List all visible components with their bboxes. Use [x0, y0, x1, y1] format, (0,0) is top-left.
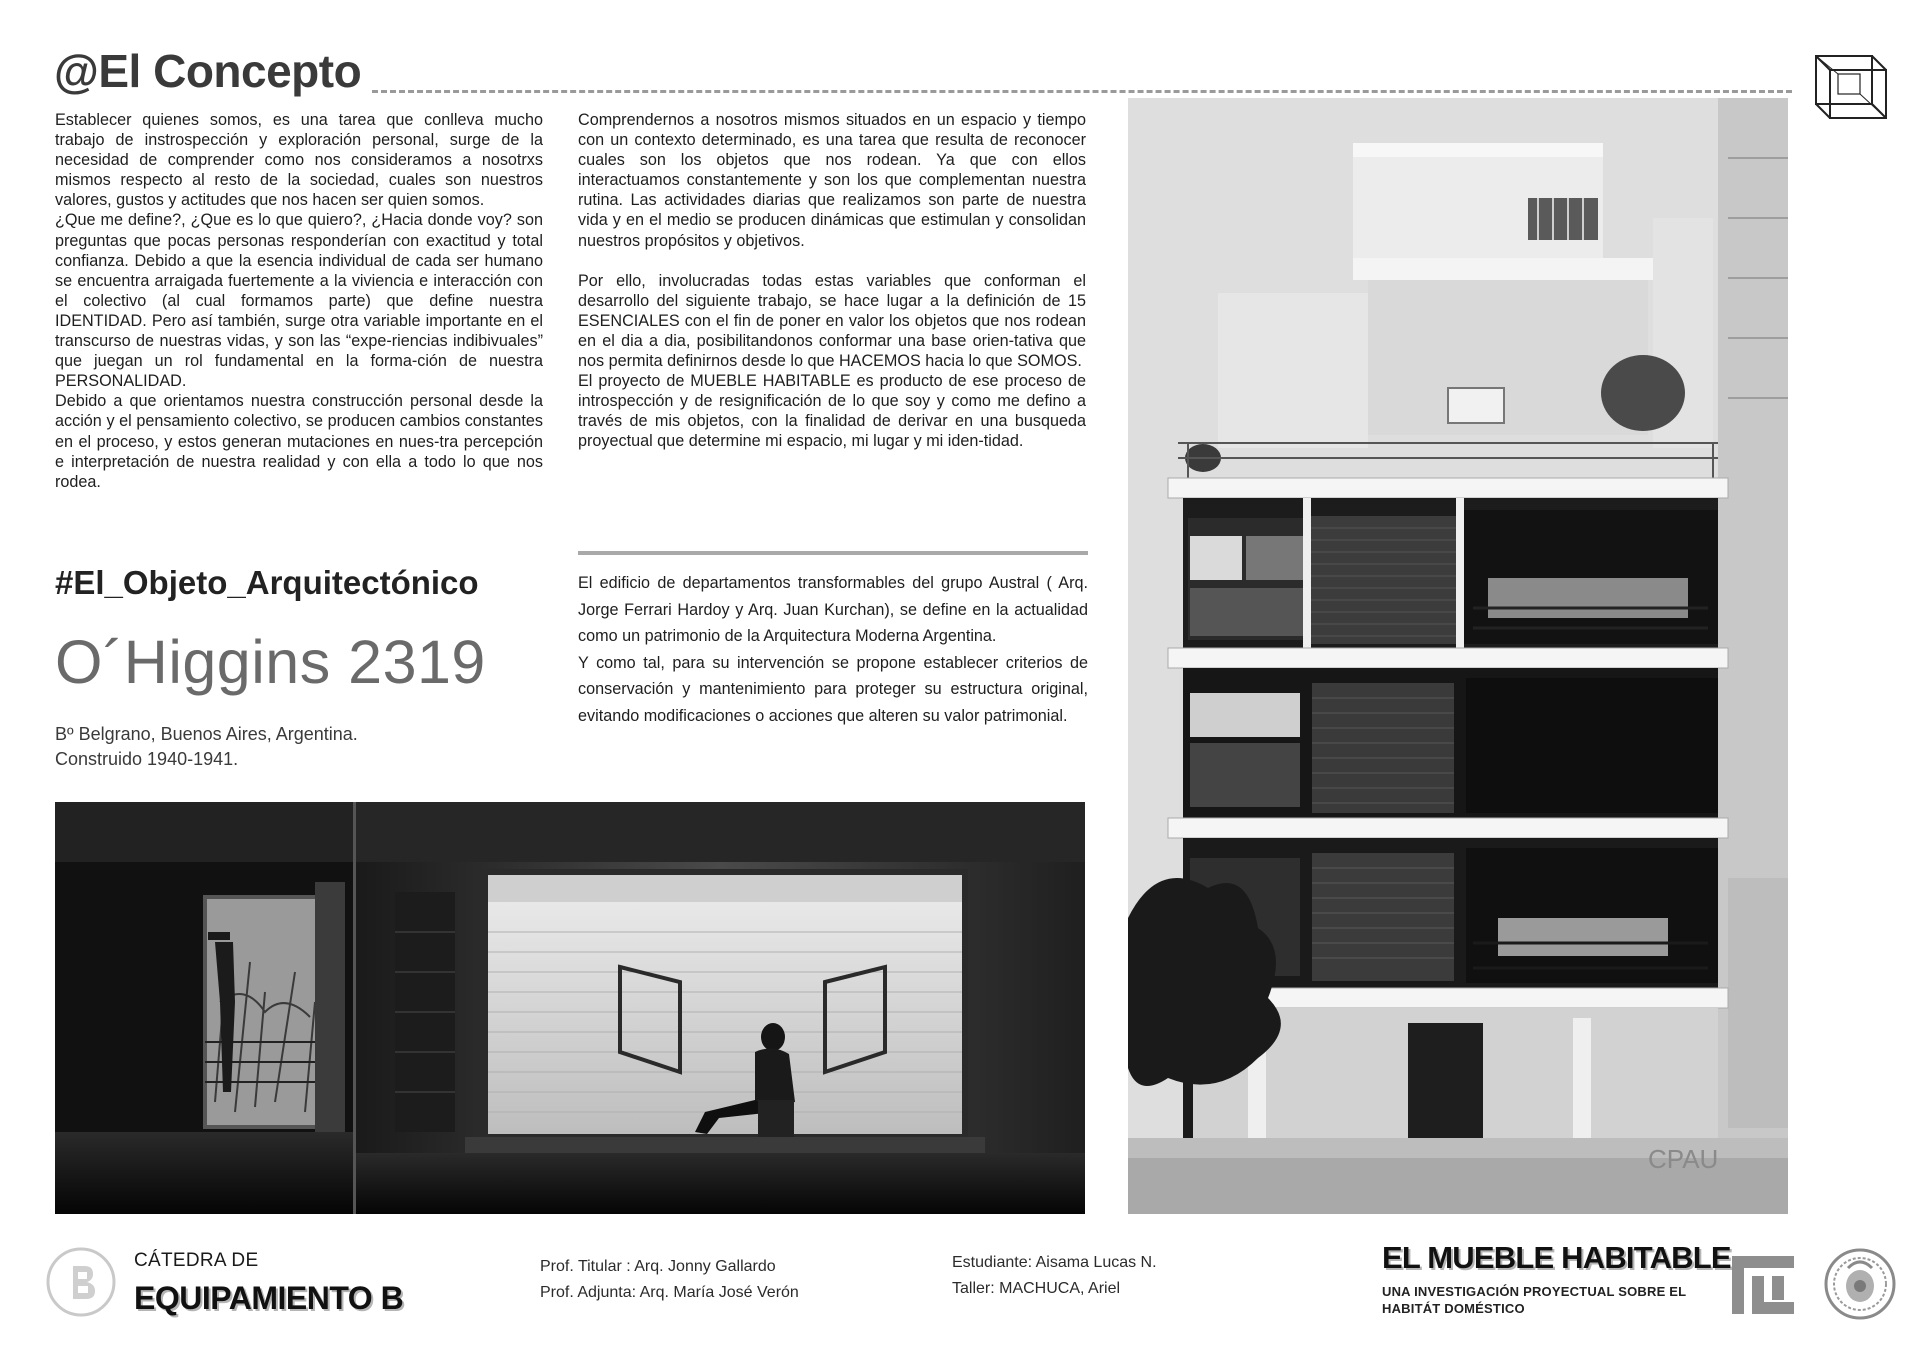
student-block	[952, 1250, 1157, 1302]
description-paragraph: El edificio de departamentos transformables del grupo Austral ( Arq. Jorge Ferrari Hardoy y Arq. Juan Kurchan), se define en la actualidad como un patrimonio de la Arquitectura Moderna Argentina.	[578, 574, 1088, 645]
catedra-name: EQUIPAMIENTO B	[134, 1280, 404, 1316]
project-title: EL MUEBLE HABITABLE	[1382, 1240, 1731, 1275]
facade-watermark: CPAU	[1648, 1144, 1719, 1174]
location-line: Bº Belgrano, Buenos Aires, Argentina.	[55, 724, 358, 744]
concept-paragraph: El proyecto de MUEBLE HABITABLE es producto de ese proceso de introspección y de resignificación de lo que soy y como me defino a través de mis objetos, con la finalidad de derivar en una busqueda proyectual que determine mi espacio, mi lugar y mi iden-tidad.	[578, 372, 1086, 451]
project-subtitle-line: HABITÁT DOMÉSTICO	[1382, 1301, 1525, 1316]
interior-photo	[55, 802, 1085, 1214]
section-divider	[578, 551, 1088, 555]
catedra-label: CÁTEDRA DE	[134, 1250, 259, 1271]
taller-name: Taller: MACHUCA, Ariel	[952, 1280, 1121, 1297]
professors-block	[540, 1254, 799, 1306]
concept-paragraph: Debido a que orientamos nuestra construcción personal desde la acción y el pensamiento colectivo, se producen cambios constantes en el proceso, y estos generan mutaciones en nues-tra percepción e interpretación de nuestra realidad y con ella a todo lo que nos rodea.	[55, 392, 543, 491]
concept-paragraph: ¿Que me define?, ¿Que es lo que quiero?, ¿Hacia donde voy? son preguntas que pocas personas responderían con exactitud y total confianza. Debido a que la esencia individual de cada ser humano se encuentra arraigada fuertemente a la viviencia e interacción con el colectivo (al cual formamos parte) que define nuestra IDENTIDAD. Pero así también, surge otra variable importante en el transcurso de nuestras vidas, y son las “expe-riencias indibivuales” que juegan un rol fundamental en la forma-ción de nuestra PERSONALIDAD.	[55, 211, 543, 391]
fadu-logo-icon	[1726, 1248, 1800, 1322]
building-location	[55, 722, 358, 772]
prof-titular: Prof. Titular : Arq. Jonny Gallardo	[540, 1258, 776, 1275]
location-line: Construido 1940-1941.	[55, 749, 239, 769]
catedra-b-logo-icon	[45, 1246, 117, 1318]
concept-paragraph: Comprendernos a nosotros mismos situados en un espacio y tiempo con un contexto determinado, es una tarea que resulta de reconocer cuales son los objetos que nos rodean. Ya que con ellos interactuamos constantemente y son los que complementan nuestra rutina. Las actividades diarias que realizamos son parte de nuestra vida y en el medio se producen dinámicas que estimulan y consolidan nuestros propósitos y objetivos.	[578, 111, 1086, 250]
object-description	[578, 570, 1088, 729]
description-paragraph: Y como tal, para su intervención se propone establecer criterios de conservación y mantenimiento para proteger su estructura original, evitando modificaciones o acciones que alteren su valor patrimonial.	[578, 653, 1088, 725]
concept-column-1	[55, 110, 543, 492]
page-title: @El Concepto	[54, 45, 362, 97]
section-heading: #El_Objeto_Arquitectónico	[55, 564, 479, 601]
university-seal-icon	[1822, 1246, 1898, 1322]
student-name: Estudiante: Aisama Lucas N.	[952, 1254, 1157, 1271]
title-dashed-line	[372, 90, 1792, 93]
prof-adjunta: Prof. Adjunta: Arq. María José Verón	[540, 1284, 799, 1301]
tesseract-cube-icon	[1808, 50, 1892, 122]
facade-photo	[1128, 98, 1788, 1214]
project-subtitle-line: UNA INVESTIGACIÓN PROYECTUAL SOBRE EL	[1382, 1284, 1687, 1299]
concept-paragraph: Establecer quienes somos, es una tarea que conlleva mucho trabajo de instrospección y exploración personal, surge de la necesidad de comprender como nos consideramos a nosotrxs mismos respecto al resto de la sociedad, cuales son nuestros valores, gustos y actitudes que nos hacen ser quien somos.	[55, 111, 543, 210]
concept-column-2	[578, 110, 1086, 452]
concept-paragraph: Por ello, involucradas todas estas variables que conforman el desarrollo del siguiente trabajo, se hace lugar a la definición de 15 ESENCIALES con el fin de poner en valor los objetos que nos rodean en el dia a dia, posibilitandonos conformar una base orien-tativa que nos permita definirnos desde lo que HACEMOS hacia lo que SOMOS.	[578, 271, 1086, 371]
project-subtitle	[1382, 1283, 1686, 1317]
building-address: O´Higgins 2319	[55, 628, 486, 696]
